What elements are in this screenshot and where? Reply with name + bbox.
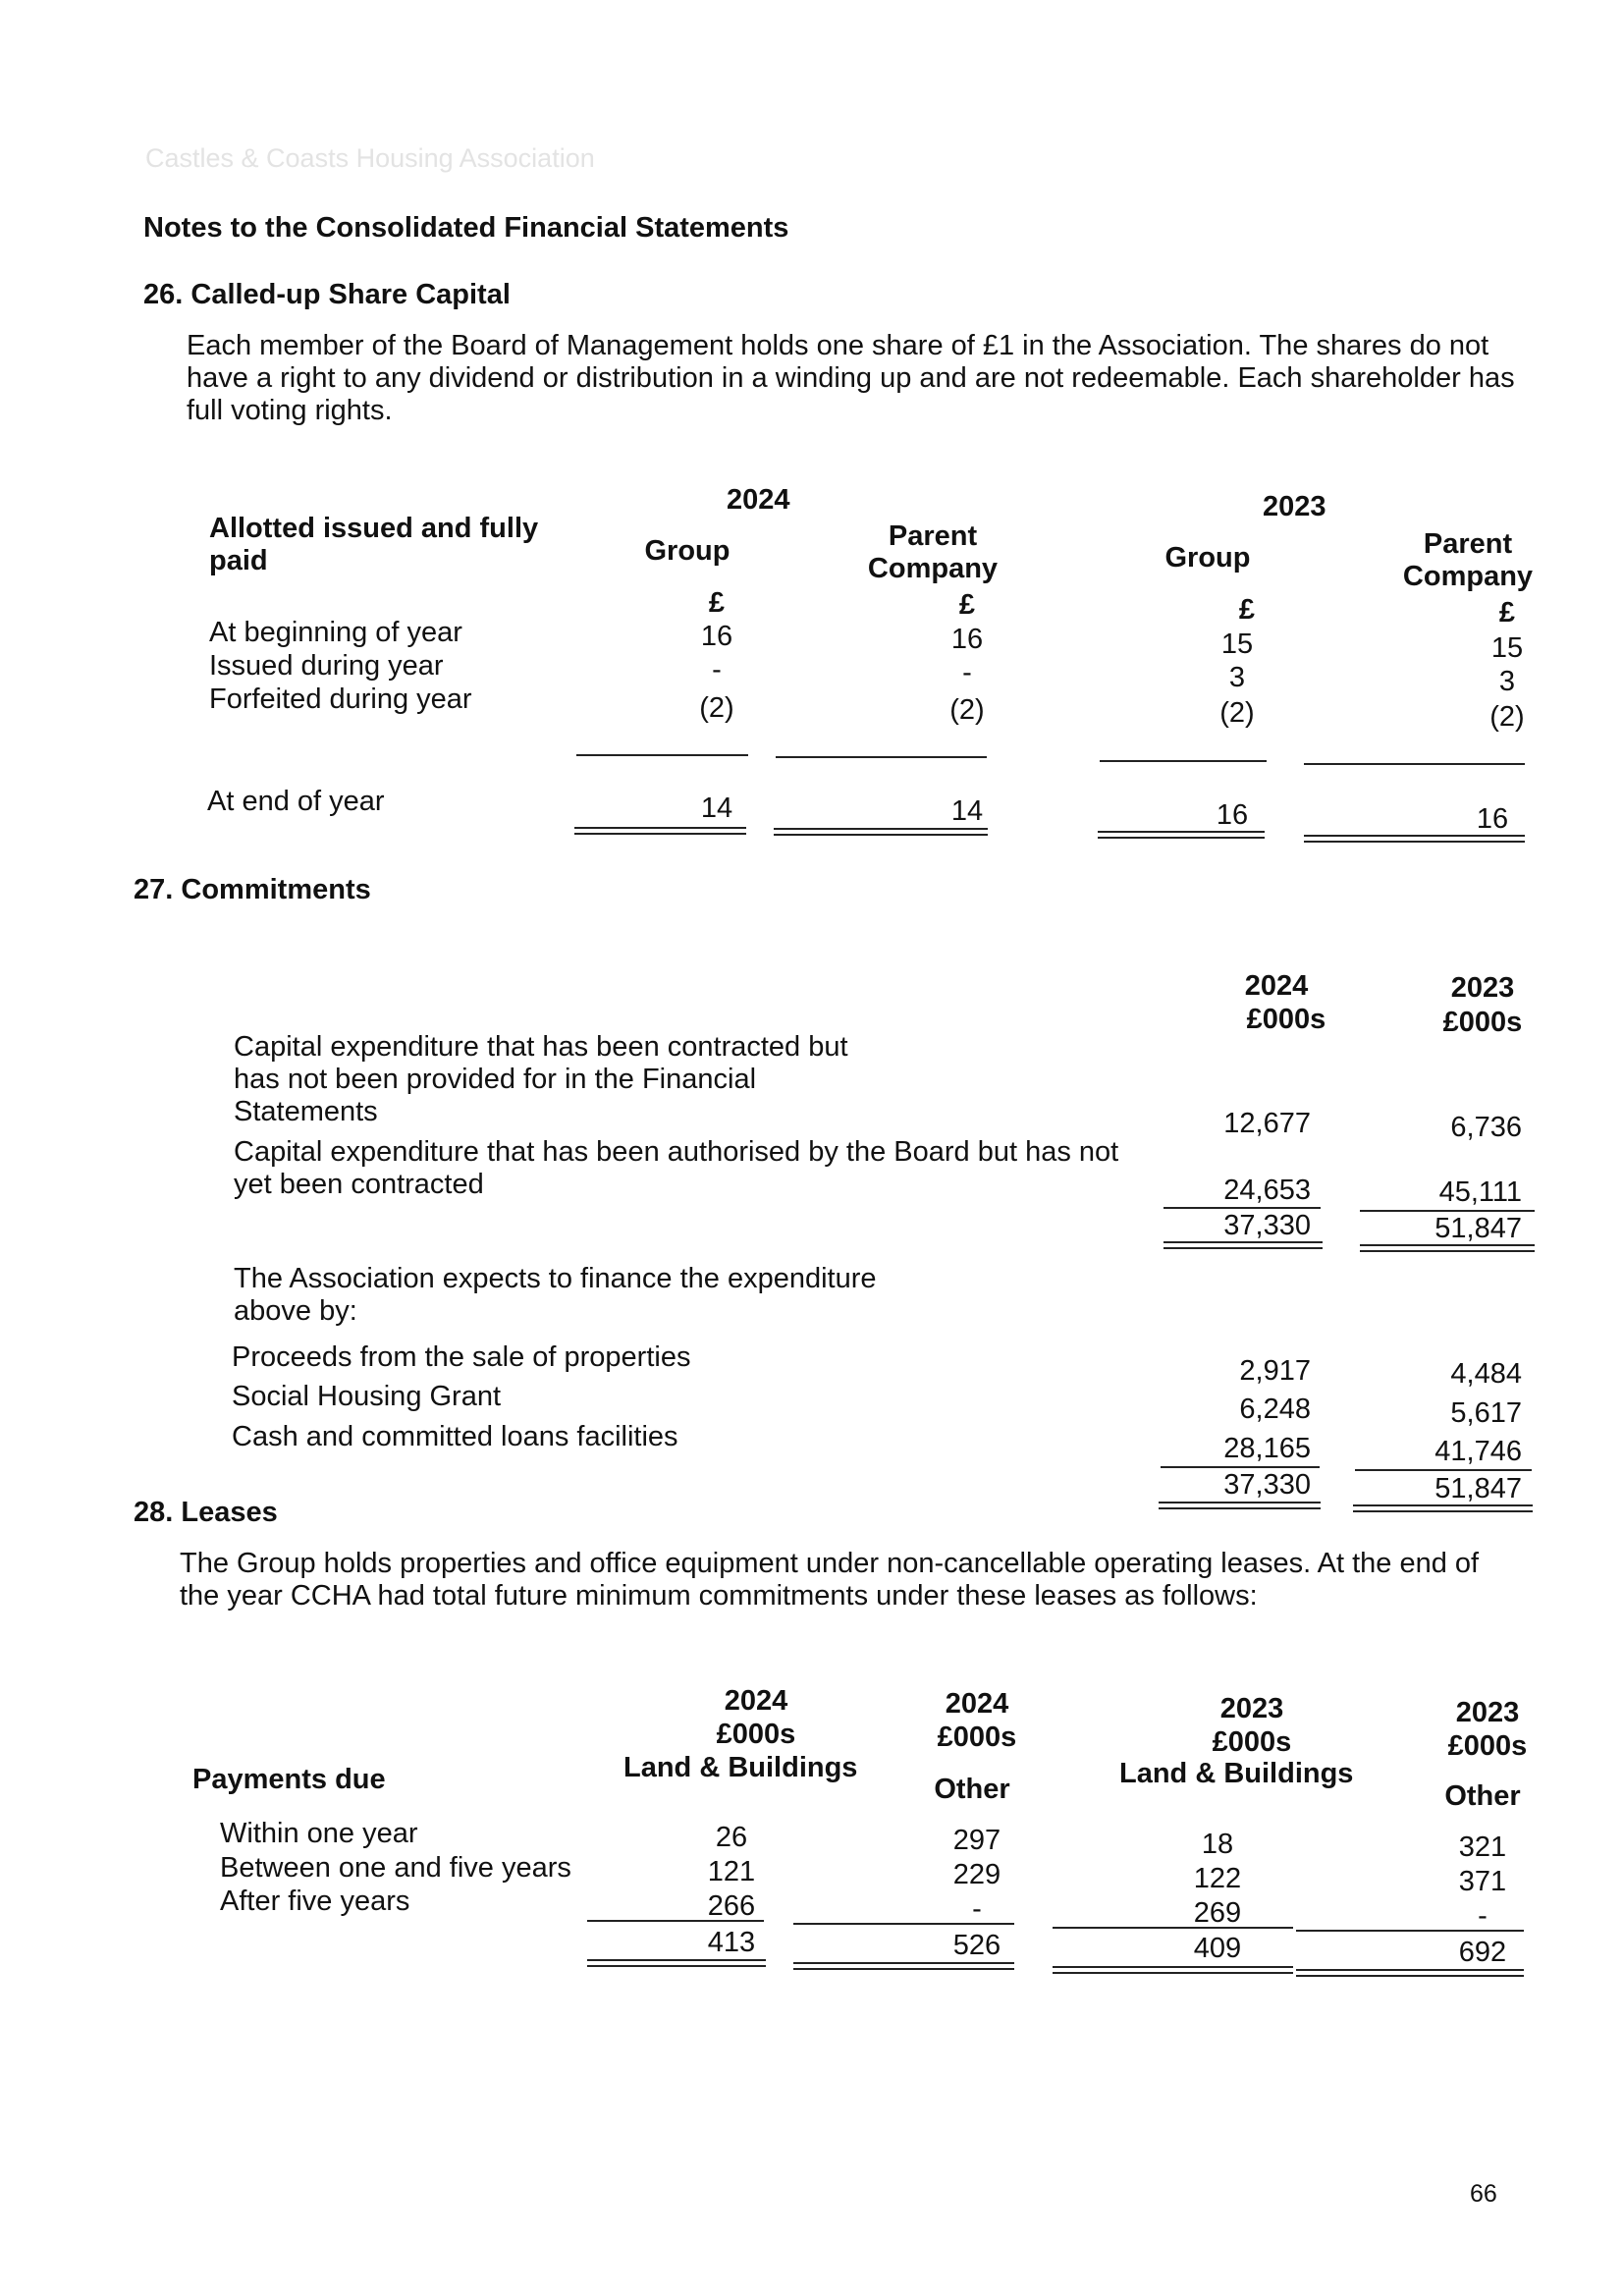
- share-row-value: (2): [1489, 701, 1525, 733]
- lease-col-unit: £000s: [1212, 1726, 1292, 1758]
- lease-row-value: 26: [715, 1822, 748, 1853]
- lease-total: 526: [952, 1930, 1001, 1961]
- subtotal-rule: [1304, 763, 1525, 765]
- total-double-rule: [1304, 835, 1525, 843]
- subtotal-rule: [1100, 760, 1267, 762]
- share-row-label: Forfeited during year: [209, 683, 472, 715]
- share-total-value: 14: [950, 795, 984, 827]
- share-row-value: (2): [1219, 697, 1255, 729]
- note-26-text: Each member of the Board of Management holds one share of £1 in the Association. The shares do not have a right to any dividend or distribution in a winding up and are not redeemable. Each shareholder has full voting rights.: [187, 330, 1515, 426]
- lease-row-value: 269: [1193, 1897, 1242, 1929]
- subtotal-rule: [1163, 1207, 1321, 1209]
- lease-row-value: 121: [707, 1856, 756, 1887]
- note-28-heading: 28. Leases: [134, 1497, 278, 1528]
- total-double-rule: [1163, 1241, 1323, 1249]
- share-total-value: 16: [1476, 803, 1509, 835]
- finance-total-2024: 37,330: [1223, 1469, 1311, 1501]
- finance-row-label: Proceeds from the sale of properties: [232, 1341, 691, 1373]
- contracted-2024: 12,677: [1223, 1108, 1311, 1139]
- authorised-label: Capital expenditure that has been authorised by the Board but has not yet been contracted: [234, 1136, 1119, 1200]
- subtotal-rule: [1360, 1210, 1535, 1212]
- lease-total: 692: [1458, 1937, 1507, 1968]
- total-double-rule: [1098, 831, 1265, 839]
- share-col-parent-2024: Parent Company: [867, 520, 999, 584]
- finance-text: The Association expects to finance the expenditure above by:: [234, 1263, 877, 1327]
- payments-due-label: Payments due: [192, 1764, 386, 1795]
- page-title: Notes to the Consolidated Financial Statements: [143, 212, 789, 244]
- lease-row-value: 266: [707, 1890, 756, 1922]
- share-total-label: At end of year: [207, 786, 385, 817]
- share-row-value: -: [712, 654, 722, 685]
- commit-unit-2023: £000s: [1442, 1007, 1523, 1038]
- share-total-value: 14: [700, 793, 733, 824]
- total-double-rule: [774, 828, 988, 836]
- share-row-value: (2): [699, 692, 734, 724]
- note-28-text: The Group holds properties and office equipment under non-cancellable operating leases. At the end of the year CCHA had total future minimum commitments under these leases as follows:: [180, 1548, 1480, 1612]
- total-double-rule: [1159, 1502, 1321, 1509]
- contracted-label: Capital expenditure that has been contracted but has not been provided for in the Financial Statements: [234, 1031, 848, 1127]
- subtotal-rule: [1053, 1927, 1293, 1929]
- lease-row-label: Within one year: [220, 1818, 418, 1849]
- subtotal-rule: [1355, 1469, 1532, 1471]
- currency-group-2024: £: [708, 587, 726, 619]
- lease-col-year: 2024: [945, 1688, 1009, 1720]
- lease-col-type: Other: [1444, 1780, 1521, 1812]
- lease-row-value: 321: [1458, 1831, 1507, 1863]
- lease-col-unit: £000s: [1447, 1730, 1528, 1762]
- lease-col-year: 2024: [724, 1685, 788, 1717]
- share-col-parent-2023: Parent Company: [1402, 528, 1534, 592]
- commit-unit-2024: £000s: [1246, 1004, 1326, 1035]
- total-double-rule: [1296, 1969, 1524, 1977]
- lease-row-value: 18: [1201, 1829, 1234, 1860]
- finance-row-value: 6,248: [1239, 1394, 1311, 1425]
- finance-row-label: Social Housing Grant: [232, 1381, 502, 1412]
- lease-col-type: Land & Buildings: [623, 1752, 858, 1783]
- total-double-rule: [1053, 1966, 1293, 1974]
- share-row-value: 3: [1498, 666, 1516, 697]
- finance-row-label: Cash and committed loans facilities: [232, 1421, 678, 1452]
- share-row-value: 15: [1220, 629, 1254, 660]
- lease-row-value: 229: [952, 1859, 1001, 1890]
- lease-col-unit: £000s: [937, 1722, 1017, 1753]
- lease-col-unit: £000s: [716, 1719, 796, 1750]
- subtotal-rule: [587, 1920, 764, 1922]
- total-double-rule: [1353, 1504, 1533, 1512]
- share-year-2024: 2024: [727, 484, 790, 516]
- finance-row-value: 2,917: [1239, 1355, 1311, 1387]
- commit-subtotal-2023: 51,847: [1434, 1213, 1522, 1244]
- lease-row-value: 122: [1193, 1863, 1242, 1894]
- currency-parent-2023: £: [1498, 597, 1516, 629]
- commit-subtotal-2024: 37,330: [1223, 1210, 1311, 1241]
- currency-parent-2024: £: [958, 589, 976, 621]
- share-row-value: -: [962, 657, 972, 688]
- total-double-rule: [587, 1959, 766, 1967]
- authorised-2024: 24,653: [1223, 1175, 1311, 1206]
- share-year-2023: 2023: [1263, 491, 1326, 522]
- lease-col-year: 2023: [1219, 1693, 1284, 1724]
- note-27-heading: 27. Commitments: [134, 874, 371, 905]
- lease-row-value: -: [972, 1893, 982, 1925]
- share-row-value: (2): [949, 694, 985, 726]
- lease-total: 413: [707, 1927, 756, 1958]
- lease-col-year: 2023: [1455, 1697, 1520, 1728]
- share-total-value: 16: [1216, 799, 1249, 831]
- lease-row-value: -: [1478, 1900, 1488, 1932]
- finance-row-value: 28,165: [1223, 1433, 1311, 1464]
- subtotal-rule: [576, 754, 748, 756]
- finance-row-value: 41,746: [1434, 1436, 1522, 1467]
- total-double-rule: [1360, 1244, 1535, 1252]
- finance-row-value: 5,617: [1450, 1397, 1522, 1429]
- finance-total-2023: 51,847: [1434, 1473, 1522, 1504]
- subtotal-rule: [1161, 1466, 1320, 1468]
- lease-total: 409: [1193, 1933, 1242, 1964]
- share-row-value: 3: [1228, 662, 1246, 693]
- lease-row-label: After five years: [220, 1886, 410, 1917]
- share-row-value: 16: [700, 621, 733, 652]
- page-number: 66: [1470, 2180, 1497, 2208]
- lease-row-value: 371: [1458, 1866, 1507, 1897]
- lease-col-type: Land & Buildings: [1119, 1758, 1354, 1789]
- finance-row-value: 4,484: [1450, 1358, 1522, 1390]
- total-double-rule: [793, 1962, 1014, 1970]
- lease-col-type: Other: [934, 1774, 1010, 1805]
- subtotal-rule: [776, 756, 987, 758]
- total-double-rule: [574, 827, 746, 835]
- note-26-heading: 26. Called-up Share Capital: [143, 279, 511, 310]
- subtotal-rule: [1296, 1930, 1524, 1932]
- authorised-2023: 45,111: [1438, 1176, 1522, 1208]
- commit-col-2023: 2023: [1450, 972, 1515, 1004]
- currency-group-2023: £: [1238, 594, 1256, 626]
- lease-row-value: 297: [952, 1825, 1001, 1856]
- share-table-title: Allotted issued and fully paid: [209, 513, 539, 576]
- subtotal-rule: [793, 1923, 1014, 1925]
- share-row-value: 15: [1490, 632, 1524, 664]
- commit-col-2024: 2024: [1244, 970, 1309, 1002]
- share-col-group-2024: Group: [644, 535, 730, 567]
- lease-row-label: Between one and five years: [220, 1852, 571, 1884]
- share-col-group-2023: Group: [1164, 542, 1251, 574]
- share-row-label: Issued during year: [209, 650, 444, 682]
- contracted-2023: 6,736: [1450, 1112, 1522, 1143]
- organisation-name: Castles & Coasts Housing Association: [145, 143, 595, 173]
- share-row-label: At beginning of year: [209, 617, 462, 648]
- share-row-value: 16: [950, 624, 984, 655]
